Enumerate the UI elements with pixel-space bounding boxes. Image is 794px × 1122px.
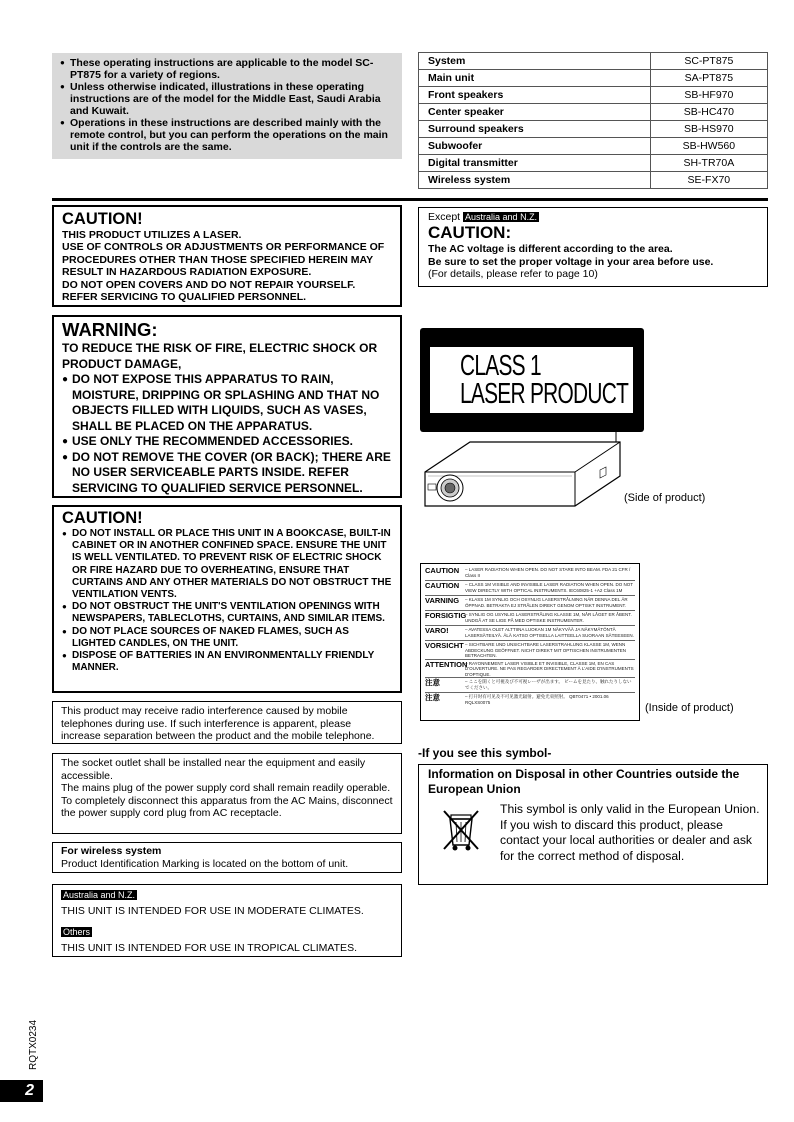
region-tag: Australia and N.Z.	[465, 212, 538, 222]
warning-box	[52, 315, 402, 498]
climate-note	[52, 884, 402, 957]
label-text: – LASER RADIATION WHEN OPEN. DO NOT STARE INTO BEAM. FDA 21 CFR / Class II	[465, 567, 631, 578]
table-row	[419, 121, 768, 138]
laser-label-line: LASER PRODUCT	[460, 378, 629, 410]
label-row	[425, 693, 635, 707]
table-row	[419, 70, 768, 87]
model-number: SB-HC470	[650, 104, 767, 121]
laser-caution-box	[52, 205, 402, 307]
climate-text: THIS UNIT IS INTENDED FOR USE IN MODERATE CLIMATES.	[61, 904, 364, 917]
installation-caution-box	[52, 505, 402, 693]
caution-line: DO NOT OPEN COVERS AND DO NOT REPAIR YOURSELF.	[62, 278, 356, 291]
climate-text: THIS UNIT IS INTENDED FOR USE IN TROPICAL CLIMATES.	[61, 941, 357, 954]
label-key: ATTENTION	[425, 659, 468, 669]
intro-note: ● These operating instructions are applicable to the model SC-PT875 for a variety of regions.	[60, 57, 394, 81]
warning-label-sheet	[420, 563, 640, 721]
component-label: Center speaker	[419, 104, 651, 121]
intro-note: ● Operations in these instructions are described mainly with the remote control, but you can perform the operations on the main unit if the controls are the same.	[60, 117, 394, 153]
label-key: VORSICHT	[425, 641, 464, 650]
caution-title: CAUTION!	[62, 210, 143, 228]
region-tag: Australia and N.Z.	[63, 890, 136, 900]
table-row	[419, 172, 768, 189]
wireless-title: For wireless system	[61, 845, 162, 857]
label-row	[425, 596, 635, 611]
caution-line: REFER SERVICING TO QUALIFIED PERSONNEL.	[62, 291, 307, 304]
intro-note: ● Unless otherwise indicated, illustrations in these operating instructions are of the model for the Middle East, Saudi Arabia and Kuwait.	[60, 81, 394, 117]
wireless-note	[52, 842, 402, 873]
wireless-text: Product Identification Marking is located on the bottom of unit.	[61, 857, 349, 870]
symbol-heading: -If you see this symbol-	[418, 746, 552, 760]
caution-item: ● DO NOT INSTALL OR PLACE THIS UNIT IN A BOOKCASE, BUILT-IN CABINET OR IN ANOTHER CONFINED SPACE. ENSURE THE UNIT IS WELL VENTILATED. TO PREVENT RISK OF ELECTRIC SHOCK OR FIRE HAZARD DUE TO OVERHEATING, ENSURE THAT CURTAINS AND ANY OTHER MATERIALS DO NOT OBSTRUCT THE VENTILATION VENTS.	[62, 528, 392, 601]
section-divider	[52, 198, 768, 201]
socket-note	[52, 753, 402, 834]
disposal-text: This symbol is only valid in the European Union.	[500, 802, 760, 816]
ac-line: Be sure to set the proper voltage in your area before use.	[428, 255, 714, 268]
socket-line: The mains plug of the power supply cord shall remain readily operable.	[61, 782, 391, 794]
region-tag: Others	[63, 927, 91, 937]
except-label: Except	[428, 211, 461, 223]
label-row	[425, 626, 635, 641]
label-text: – CLASS 1M VISIBLE AND INVISIBLE LASER RADIATION WHEN OPEN. DO NOT VIEW DIRECTLY WITH OPTICAL INSTRUMENTS. IEC60825-1 +A2 Class 1M	[465, 582, 633, 593]
label-text: – SICHTBARE UND UNSICHTBARE LASERSTRAHLUNG KLASSE 1M, WENN ABDECKUNG GEÖFFNET. NICHT DIREKT MIT OPTISCHEN INSTRUMENTEN BETRACHTEN.	[465, 642, 627, 658]
socket-line: The socket outlet shall be installed near the equipment and easily accessible.	[61, 757, 366, 782]
disposal-info-box	[418, 764, 768, 885]
table-row	[419, 87, 768, 104]
warning-item: ● USE ONLY THE RECOMMENDED ACCESSORIES.	[62, 434, 392, 450]
warning-item: ● DO NOT REMOVE THE COVER (OR BACK); THERE ARE NO USER SERVICEABLE PARTS INSIDE. REFER SERVICING TO QUALIFIED SERVICE PERSONNEL.	[62, 450, 392, 497]
component-label: Wireless system	[419, 172, 651, 189]
interference-text: This product may receive radio interference caused by mobile telephones during use. If such interference is apparent, please increase separation between the product and the mobile telephone.	[61, 705, 375, 742]
model-number: SE-FX70	[650, 172, 767, 189]
label-key: 注意	[425, 678, 440, 687]
warning-title: WARNING:	[62, 319, 158, 340]
caution-item: ● DO NOT PLACE SOURCES OF NAKED FLAMES, SUCH AS LIGHTED CANDLES, ON THE UNIT.	[62, 626, 392, 650]
label-row	[425, 566, 635, 581]
model-number: SB-HF970	[650, 87, 767, 104]
socket-line: To completely disconnect this apparatus from the AC Mains, disconnect the power supply cord plug from AC receptacle.	[61, 794, 393, 819]
label-text: – AVATESSA OLET ALTTIINA LUOKAN 1M NÄKYVÄÄ JA NÄKYMÄTÖNTÄ LASERSÄTEILYÄ. ÄLÄ KATSO OPTISELLA LAITTEELLA SUORAAN SÄTEESEEN.	[465, 627, 634, 638]
inside-caption: (Inside of product)	[645, 702, 734, 714]
label-text: – RAYONNEMENT LASER VISIBLE ET INVISIBLE, CLASSE 1M, EN CAS D'OUVERTURE. NE PAS REGARDER DIRECTEMENT À L'AIDE D'INSTRUMENTS D'OPTIQUE.	[465, 660, 634, 677]
page-number: 2	[0, 1080, 43, 1102]
model-number: SA-PT875	[650, 70, 767, 87]
label-text: – SYNLIG OG USYNLIG LASERSTRÅLING KLASSE 1M, NÅR LÅGET ER ÅBENT. UNDGÅ AT SE LIGE PÅ MED OPTISKE INSTRUMENTER.	[465, 612, 632, 623]
laser-label-line: CLASS 1	[460, 350, 541, 382]
component-label: System	[419, 53, 651, 70]
label-row	[425, 611, 635, 626]
model-number: SC-PT875	[650, 53, 767, 70]
document-code: RQTX0234	[28, 1019, 39, 1070]
caution-title: CAUTION!	[62, 509, 143, 527]
caution-line: THIS PRODUCT UTILIZES A LASER.	[62, 229, 242, 241]
label-key: CAUTION	[425, 566, 460, 575]
crossed-bin-icon	[441, 807, 481, 853]
warning-lead: TO REDUCE THE RISK OF FIRE, ELECTRIC SHOCK OR PRODUCT DAMAGE,	[62, 341, 378, 371]
caution-item: ● DISPOSE OF BATTERIES IN AN ENVIRONMENTALLY FRIENDLY MANNER.	[62, 650, 392, 674]
caution-item: ● DO NOT OBSTRUCT THE UNIT'S VENTILATION OPENINGS WITH NEWSPAPERS, TABLECLOTHS, CURTAINS, AND SIMILAR ITEMS.	[62, 601, 392, 625]
label-key: 注意	[425, 693, 440, 702]
label-key: VARO!	[425, 626, 449, 635]
intro-notes	[52, 53, 402, 159]
label-key: CAUTION	[425, 581, 460, 590]
ac-voltage-caution	[418, 207, 768, 287]
table-row	[419, 53, 768, 70]
ac-line: The AC voltage is different according to the area.	[428, 243, 673, 255]
side-caption: (Side of product)	[624, 492, 706, 504]
model-table	[418, 52, 768, 189]
component-label: Front speakers	[419, 87, 651, 104]
label-text: – ここを開くと可視及び不可視レーザが出ます。 ビームを見たり、触れたりしないでください。	[465, 679, 632, 690]
disposal-text: If you wish to discard this product, please contact your local authorities or dealer and ask for the correct method of disposal.	[500, 817, 753, 863]
caution-line: USE OF CONTROLS OR ADJUSTMENTS OR PERFORMANCE OF PROCEDURES OTHER THAN THOSE SPECIFIED HEREIN MAY RESULT IN HAZARDOUS RADIATION EXPOSURE.	[62, 241, 385, 279]
ac-caution-title: CAUTION:	[428, 223, 512, 242]
table-row	[419, 104, 768, 121]
label-row	[425, 581, 635, 596]
label-row	[425, 641, 635, 660]
component-label: Main unit	[419, 70, 651, 87]
label-key: FORSIGTIG	[425, 611, 467, 620]
ac-line: (For details, please refer to page 10)	[428, 268, 598, 280]
label-row	[425, 678, 635, 693]
product-side-illustration	[420, 430, 630, 515]
model-number: SH-TR70A	[650, 155, 767, 172]
model-number: SB-HS970	[650, 121, 767, 138]
warning-item: ● DO NOT EXPOSE THIS APPARATUS TO RAIN, MOISTURE, DRIPPING OR SPLASHING AND THAT NO OBJECTS FILLED WITH LIQUIDS, SUCH AS VASES, SHALL BE PLACED ON THE APPARATUS.	[62, 372, 392, 434]
label-text: – KLASS 1M SYNLIG OCH OSYNLIG LASERSTRÅLNING NÄR DENNA DEL ÄR ÖPPNAD. BETRAKTA EJ STRÅLEN DIREKT GENOM OPTISKT INSTRUMENT.	[465, 597, 628, 608]
interference-note	[52, 701, 402, 744]
table-row	[419, 155, 768, 172]
disposal-title: Information on Disposal in other Countries outside the European Union	[428, 767, 740, 796]
component-label: Subwoofer	[419, 138, 651, 155]
table-row	[419, 138, 768, 155]
component-label: Digital transmitter	[419, 155, 651, 172]
label-key: VARNING	[425, 596, 460, 605]
label-row	[425, 660, 635, 679]
model-number: SB-HW560	[650, 138, 767, 155]
class1-laser-label	[420, 328, 644, 432]
component-label: Surround speakers	[419, 121, 651, 138]
label-text: – 打开时有可见及不可见激光辐射。避免光束照射。 QBT0471 • 2001.06 RQLXS0075	[465, 694, 609, 705]
